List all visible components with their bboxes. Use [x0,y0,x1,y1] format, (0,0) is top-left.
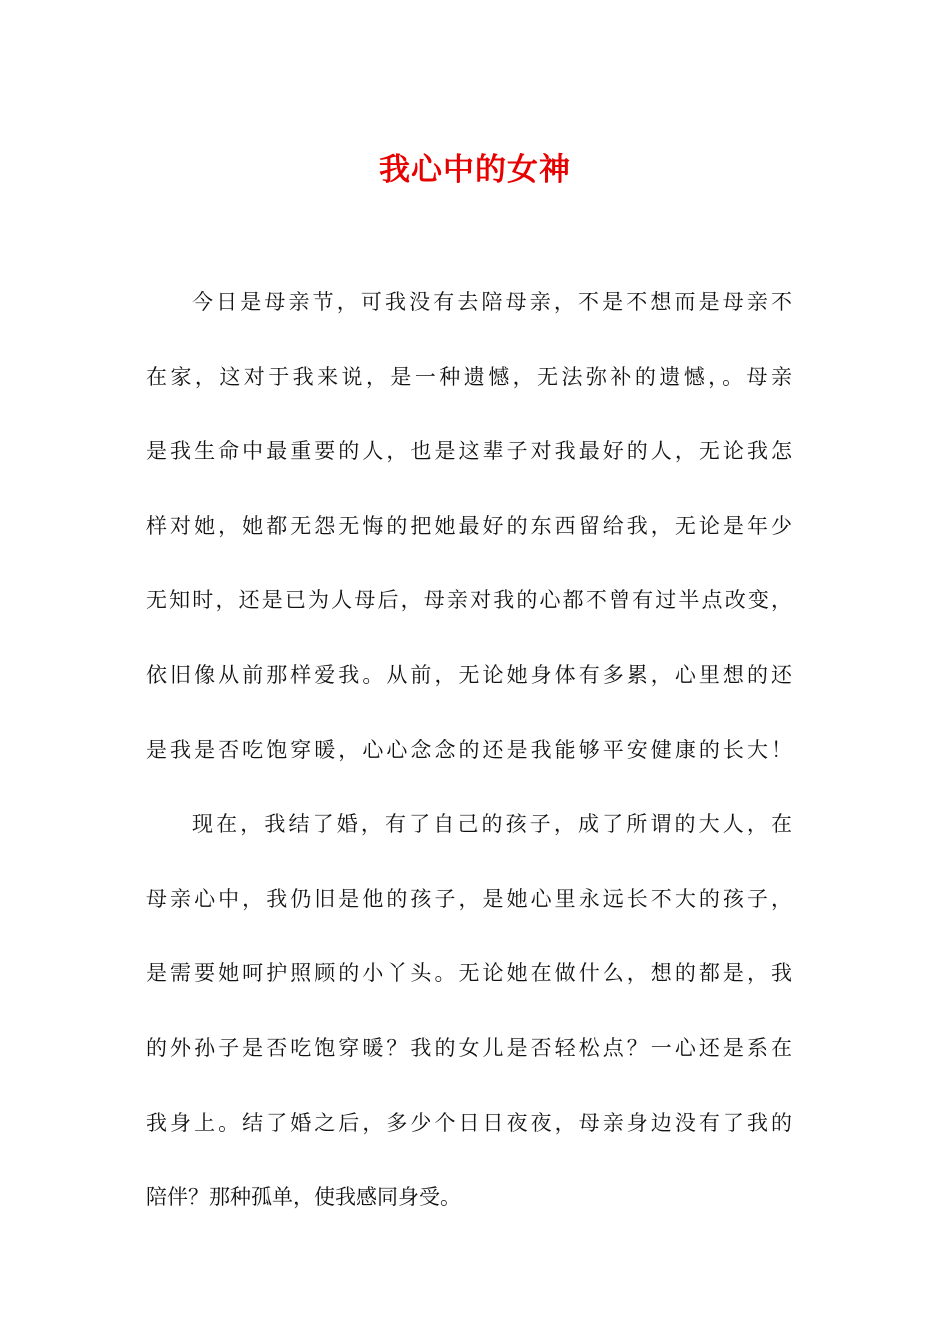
paragraph-2-line-2: 母亲心中，我仍旧是他的孩子，是她心里永远长不大的孩子， [146,886,792,911]
paragraph-1-line-2: 在家，这对于我来说，是一种遗憾，无法弥补的遗憾，。母亲 [146,364,792,389]
paragraph-1-line-6: 依旧像从前那样爱我。从前，无论她身体有多累，心里想的还 [146,662,792,687]
paragraph-2-line-4: 的外孙子是否吃饱穿暖？我的女儿是否轻松点？一心还是系在 [146,1035,792,1060]
paragraph-2-line-3: 是需要她呵护照顾的小丫头。无论她在做什么，想的都是，我 [146,961,792,986]
document-title: 我心中的女神 [379,152,571,188]
paragraph-1-line-3: 是我生命中最重要的人，也是这辈子对我最好的人，无论我怎 [146,439,792,464]
paragraph-2-line-6: 陪伴？那种孤单，使我感同身受。 [146,1185,461,1210]
paragraph-2-line-1: 现在，我结了婚，有了自己的孩子，成了所谓的大人，在 [192,812,792,837]
paragraph-1-line-4: 样对她，她都无怨无悔的把她最好的东西留给我，无论是年少 [146,513,792,538]
paragraph-1-line-5: 无知时，还是已为人母后，母亲对我的心都不曾有过半点改变， [146,588,792,613]
paragraph-1-line-1: 今日是母亲节，可我没有去陪母亲，不是不想而是母亲不 [192,290,792,314]
document-body [146,282,792,1252]
paragraph-2-line-5: 我身上。结了婚之后，多少个日日夜夜，母亲身边没有了我的 [146,1110,792,1135]
paragraph-1-line-7: 是我是否吃饱穿暖，心心念念的还是我能够平安健康的长大！ [146,737,792,762]
